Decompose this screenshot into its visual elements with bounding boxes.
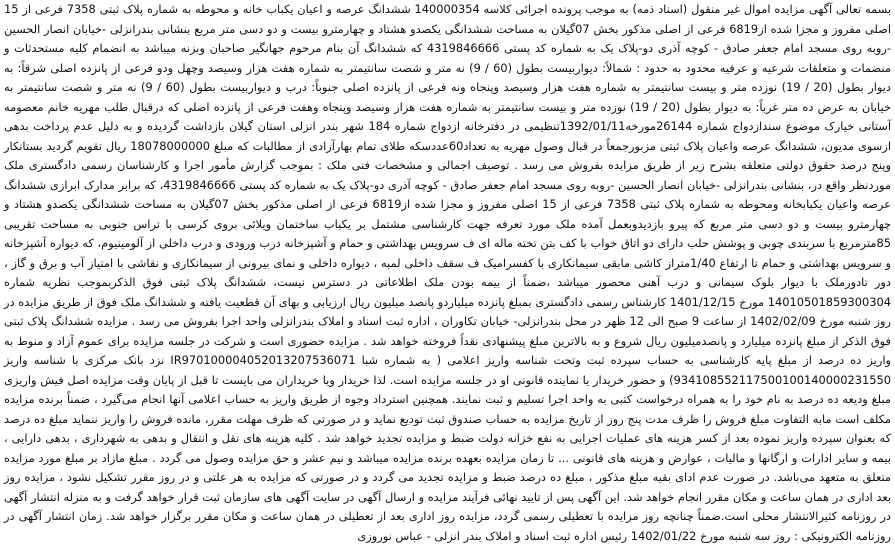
auction-notice-text: بسمه تعالی آگهی مزایده اموال غیر منقول (اسناد ذمه) به موجب پرونده اجرائی کلاسه 140000354 ششدانگ عرصه و اعیان یکباب خانه و محوطه به شماره پلاک ثبتی 7358 فرعی از 15 اصلی مفروز و مجزا شده از6819 فرعی از اصلی مذکور بخش 07گیلان به مساحت ششدانگی یکصدو هشتاد و چهارمترو بیست و دو دسی متر مربع بنشانی بندرانزلی -خیابان انصار الحسین -روبه روی مسجد امام جعفر صادق - کوچه آذری دو-پلاک یک به شماره کد پستی 4319846666 که ششدانگ آن بنام مرحوم جهانگیر صاحبان وبزنه میباشد به انضمام کلیه مستحدثات و منضمات و متعلقات شرعیه و عرفیه محدود به حدود : شمالاً: دیواربیست بطول (60 / 9) نه متر و شصت سانتیمتر به شماره هفت هزار وسیصد وچهل ودو فرعی از پانزده اصلی شرقاً: به دیوار بطول (20 / 19) نوزده متر و بیست سانتیمتر به شماره هفت هزار وسیصد وپنجاه ونه فرعی از پانزده اصلی جنوباً: درب و دیواربیست بطول (60 / 9) نه متر و شصت سانتیمتر به خیابان به عرض ده متر غرباً: به دیوار بطول (20 / 19) نوزده متر و بیست سانتیمتر به شماره هفت هزار وسیصد وپنجاه وهفت فرعی از پانزده اصلی که درقبال طلب مهریه خانم معصومه آستانی خیارک موضوع سندازدواج شماره 26144مورخه1392/01/11تنظیمی در دفترخانه ازدواج شماره 184 شهر بندر انزلی استان گیلان بازداشت گردیده و به دلیل عدم پرداخت بدهی ازسوی مدیون، ششدانگ عرصه واعیان پلاک ثبتی مزبورجمعاً در قبال وصول مهریه به تعداد60عددسکه طلای تمام بهارآزادی از مطالبات که مبلغ 18078000000 ریال تقویم گردید بستانکار وپنج درصد حقوق دولتی متعلقه بشرح زیر از طریق مزایده بفروش می رسد . توصیف اجمالی و مشخصات فنی ملک : بموجب گزارش مأمور اجرا و کارشناسان رسمی دادگستری ملک موردنظر واقع در، بنشانی بندرانزلی -خیابان انصار الحسین -روبه روی مسجد امام جعفر صادق - کوچه آذری دو-پلاک یک به شماره کد پستی 4319846666، که برابر مدارک ابرازی ششدانگ عرصه واعیان یکبابخانه ومحوطه به شماره پلاک ثبتی 7358 فرعی از 15 اصلی مفروز و مجزا شده از6819 فرعی از اصلی مذکور بخش 07گیلان به مساحت ششدانگی یکصدو هشتاد و چهارمترو بیست و دو دسی متر مربع که پیرو بازدیدوبعمل آمده ملک مورد تعرفه جهت کارشناسی مشتمل بر یکباب ساختمان ویلائی بروی کرسی با تراس جنوبی به مساحت تقریبی 85مترمربع با سربندی چوبی و پوشش حلب دارای دو اتاق خواب با کف بتن تخته ماله ای ف سرویس بهداشتی و حمام و آشپزخانه درب ورودی و درب داخلی از آلومینیوم، که دیواره آشپزخانه و سرویس بهداشتی و حمام تا ارتفاع 1/40متراز کاشی مابقی سیمانکاری با کفسرامیک ف سقف داخلی لمبه ، دیواره داخلی و نمای بیرونی از سیمانکاری و نقاشی با امتیاز آب و برق و گاز ، دور تادورملک با دیوار بلوک سیمانی و درب آهنی محصور میباشد ،ضمناً از بیمه بودن ملک اطلاعاتی در دسترس نیست، ششدانگ پلاک ثبتی فوق الذکربموجب نظریه شماره 14010501859300304 مورخ 1401/12/15 کارشناس رسمی دادگستری بمبلغ پانزده میلیاردو پانصد میلیون ریال ارزیابی و بهای آن قطعیت یافته و ششدانگ ملک فوق از طریق مزایده در روز شنبه مورخ 1402/02/09 از ساعت 9 صبح الی 12 ظهر در محل بندرانزلی- خیابان تکاوران ، اداره ثبت اسناد و املاک بندرانزلی واحد اجرا بفروش می رسد . مزایده ششدانگ پلاک ثبتی فوق الذکر از مبلغ پانزده میلیارد و پانصدمیلیون ریال شروع و به بالاترین مبلغ پیشنهادی نقداً فروخته خواهد شد . مزایده حضوری است و شرکت در جلسه مزایده برای عموم آزاد و منوط به واریز ده درصد از مبلغ پایه کارشناسی به حساب سپرده ثبت وتحت شناسه واریز اعلامی ( به شماره شبا IR970100004052013207536071 نزد بانک مرکزی با شناسه واریز 934108552117500100140000231550) و حضور خریدار یا نماینده قانونی او در جلسه مزایده است. لذا خریدار ویا خریداران می بایست تا قبل از پایان وقت مزایده اصل فیش واریزی مبلغ ودیعه ده درصد به نام خود را به همراه درخواست کتبی به واحد اجرا تسلیم و ثبت نمایند. همچنین استرداد وجوه از طریق واریز به حساب اعلامی آنها انجام می‌گیرد ، ضمناً برنده مزایده مکلف است مابه التفاوت مبلغ فروش را ظرف مدت پنج روز از تاریخ مزایده به حساب صندوق ثبت تودیع نماید و در صورتی که ظرف مهلت مقرر، مانده فروش را واریز ننماید مبلغ ده درصد که بعنوان سپرده واریز نموده بعد از کسر هزینه های عملیات اجرایی به نفع خزانه دولت ضبط و مزایده تجدید خواهد شد . کلیه هزینه های نقل و انتقال و بدهی به شهرداری ، بدهی دارایی ، بیمه و سایر ادارات و ارگانها و مالیات ، عوارض و هزینه های قانونی ... تا زمان مزایده بعهده برنده مزایده میباشد و نیم عشر و حق مزایده وصول می گردد . مبلغ مازاد بر مبلغ مورد مزایده متعلق به متعهد می‌باشد. در صورت عدم ادای بقیه مبلغ مذکور ، مبلغ ده درصد ضبط و مزایده تجدید می گردد و در صورتی که مزایده به هر علتی و در روز مقرر تشکیل نشود ، مزایده روز بعد اداری در همان ساعت و مکان مقرر انجام خواهد شد. این آگهی پس از تایید نهائی فرآیند مزایده و ارسال آگهی در سایت آگهی های سازمان ثبت قرار خواهد گرفت و به منزله انتشار آگهی در روزنامه کثیرالانتشار محلی است.ضمناً چنانچه روز مزایده با تعطیلی رسمی گردد، مزایده روز اداری بعد از تعطیلی در همان ساعت و مکان مقرر برگزار خواهد شد. زمان انتشار آگهی در روزنامه الکترونیکی : روز سه شنبه مورخ 1402/01/22 رئیس اداره ثبت اسناد و املاک بندر انزلی - عباس نوروزی bbox=[4, 2, 892, 543]
